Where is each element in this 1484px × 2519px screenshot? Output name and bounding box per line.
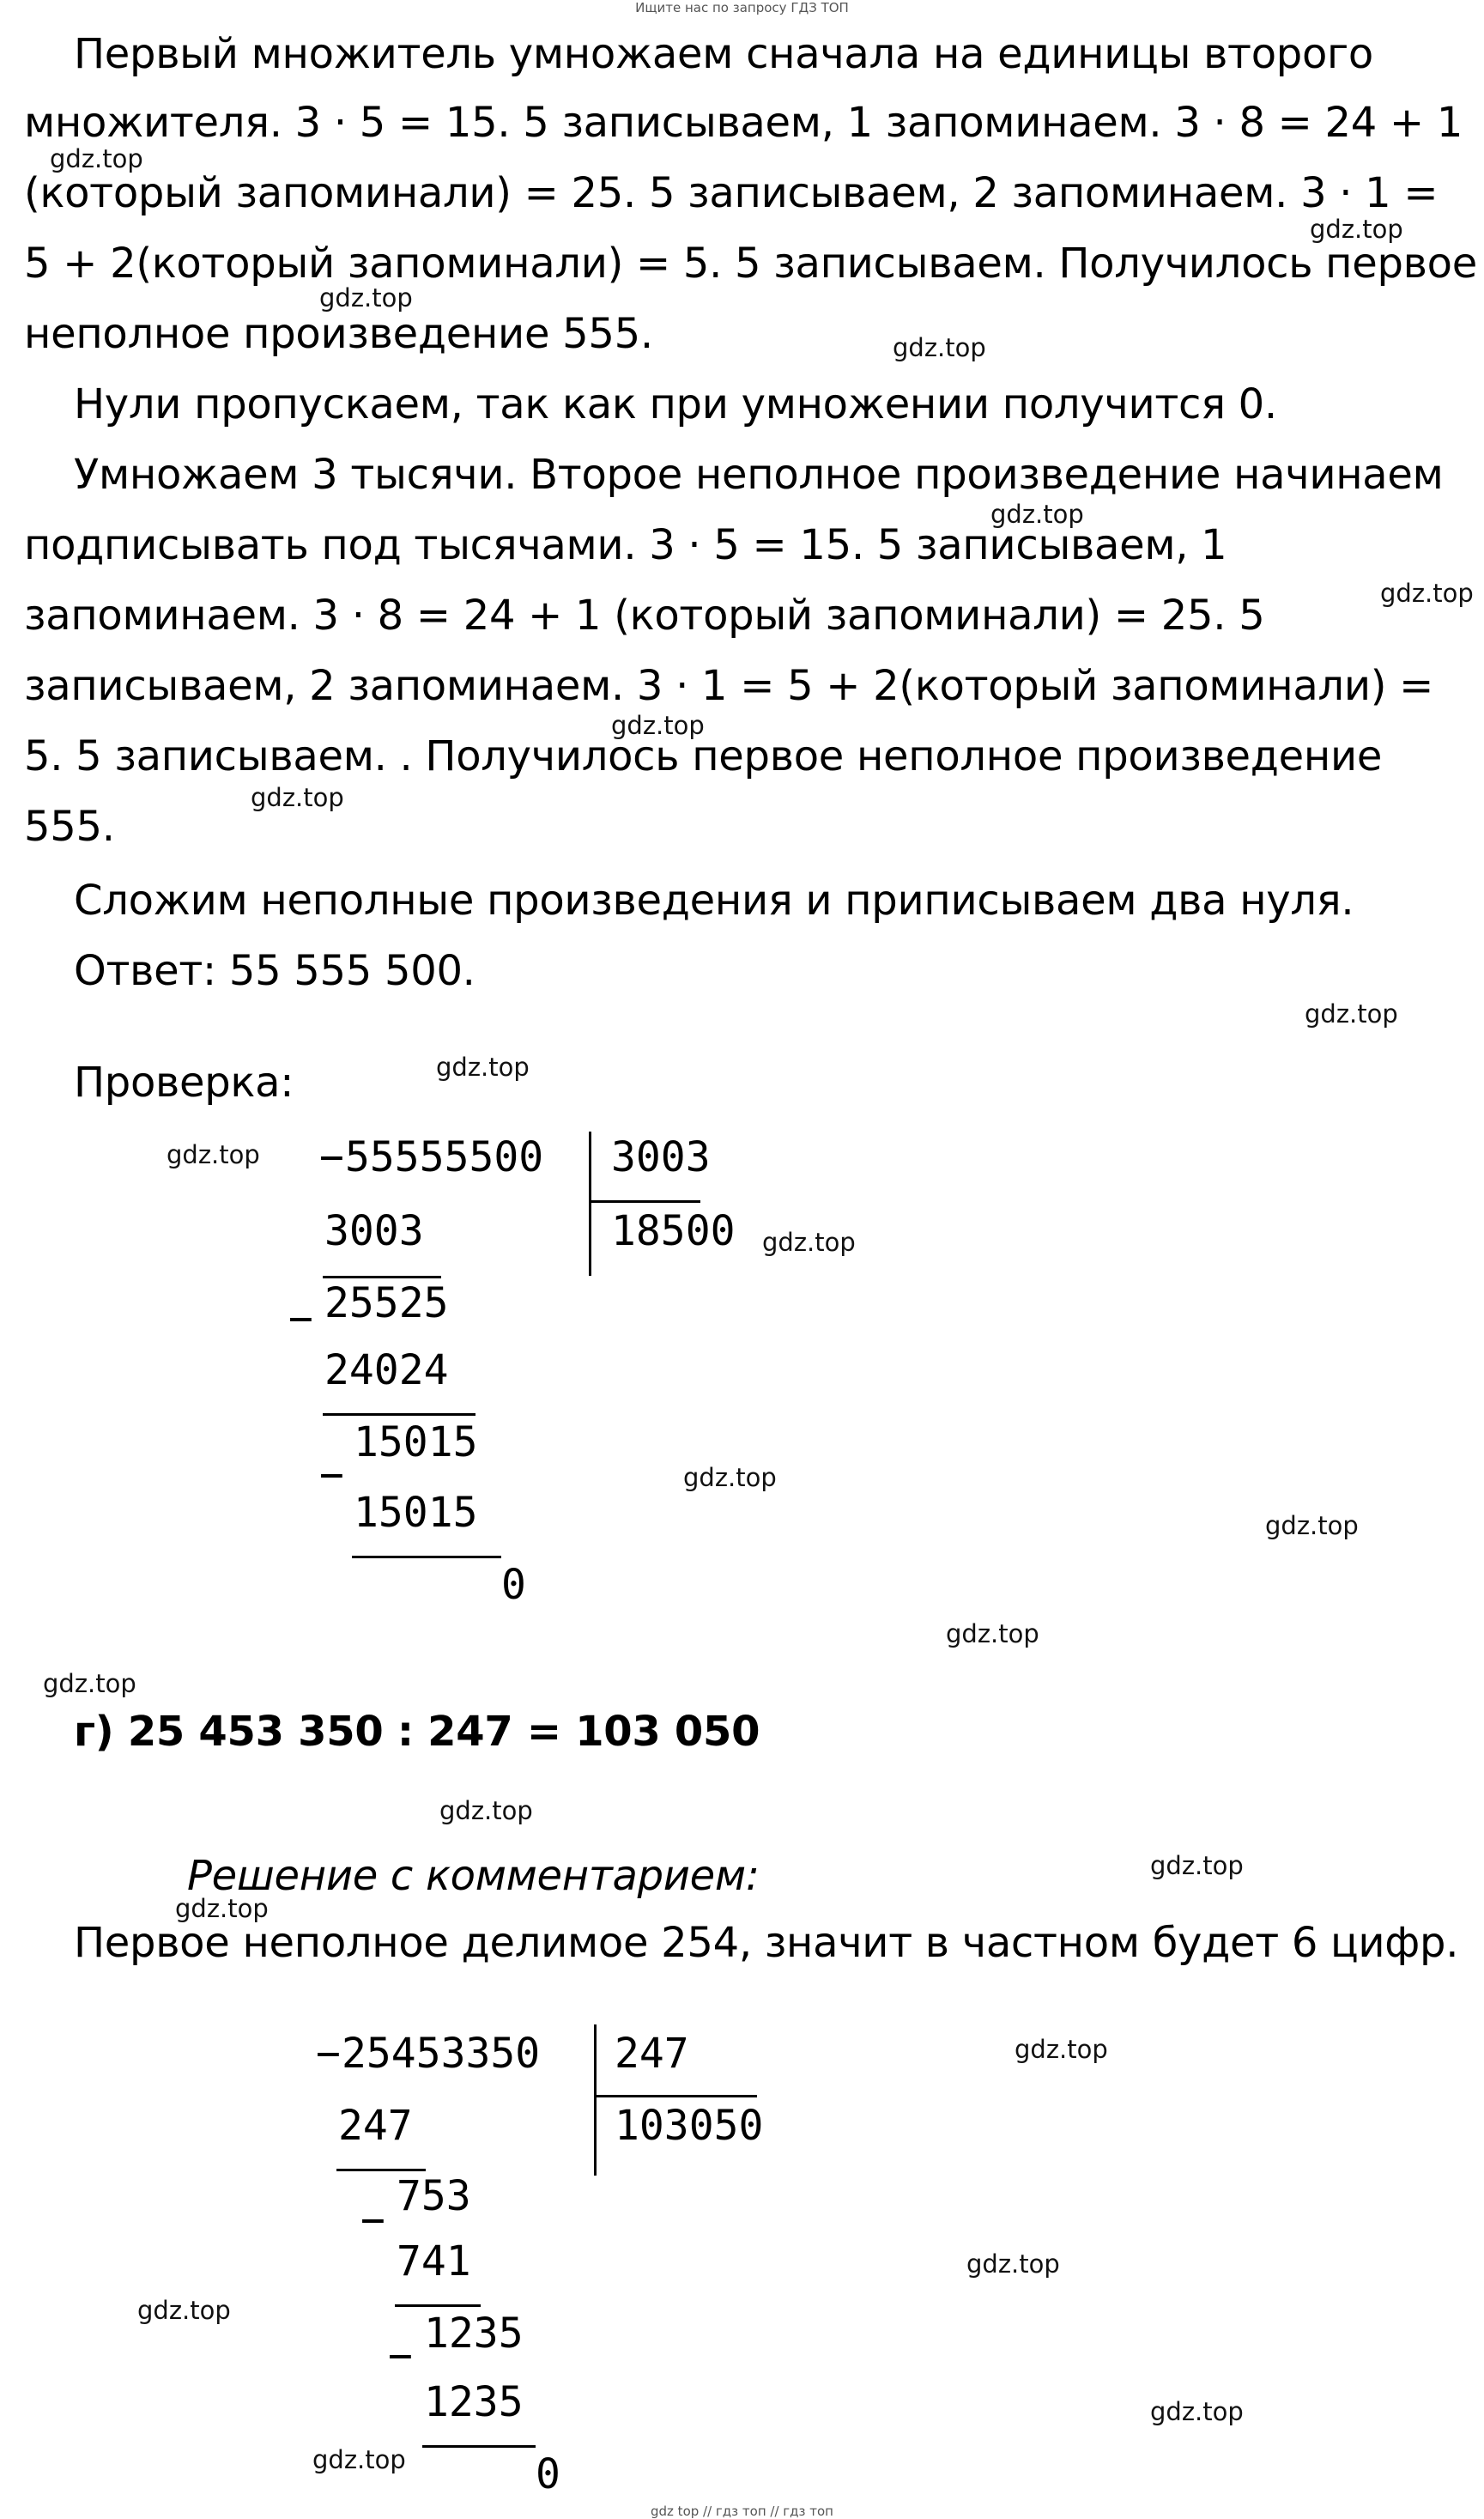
dividend: 25453350 (342, 2030, 541, 2078)
divider-vertical-line (594, 2024, 597, 2176)
text-line: запоминаем. 3 · 8 = 24 + 1 (который запоминали) = 25. 5 (24, 592, 1265, 640)
divider-vertical-line (589, 1132, 591, 1276)
text-line: 5. 5 записываем. . Получилось первое неполное произведение (24, 732, 1383, 780)
final-remainder: 0 (501, 1561, 526, 1609)
remainder: 1235 (424, 2310, 524, 2358)
minus-sign: − (319, 1451, 344, 1499)
divisor-underline (589, 1200, 700, 1203)
subtrahend: 15015 (354, 1489, 478, 1537)
text-line: подписывать под тысячами. 3 · 5 = 15. 5 записываем, 1 (24, 521, 1227, 569)
watermark: gdz.top (439, 1796, 533, 1825)
text-line: Первый множитель умножаем сначала на единицы второго (74, 30, 1374, 78)
watermark: gdz.top (1380, 579, 1474, 608)
watermark: gdz.top (1265, 1511, 1359, 1540)
watermark: gdz.top (966, 2249, 1060, 2279)
divisor: 3003 (611, 1133, 711, 1181)
watermark: gdz.top (312, 2445, 406, 2474)
watermark: gdz.top (1310, 215, 1403, 244)
watermark: gdz.top (43, 1669, 136, 1698)
page-footer: gdz top // гдз топ // гдз топ (651, 2504, 833, 2519)
subtrahend: 3003 (324, 1207, 424, 1255)
watermark: gdz.top (762, 1228, 856, 1257)
subtraction-line (323, 1276, 441, 1278)
divisor: 247 (615, 2030, 689, 2078)
subtraction-line (336, 2169, 426, 2171)
subtraction-line (422, 2445, 536, 2448)
text-line: Сложим неполные произведения и приписываем два нуля. (74, 877, 1354, 925)
text-line: Умножаем 3 тысячи. Второе неполное произведение начинаем (74, 451, 1444, 499)
watermark: gdz.top (319, 283, 413, 313)
watermark: gdz.top (251, 783, 344, 812)
watermark: gdz.top (175, 1894, 269, 1923)
remainder: 15015 (354, 1418, 478, 1466)
subtrahend: 1235 (424, 2378, 524, 2426)
page-header: Ищите нас по запросу ГДЗ ТОП (635, 0, 849, 15)
watermark: gdz.top (683, 1463, 777, 1492)
minus-sign: − (388, 2332, 413, 2380)
subtrahend: 24024 (324, 1346, 449, 1394)
watermark: gdz.top (137, 2296, 231, 2325)
task-heading: г) 25 453 350 : 247 = 103 050 (74, 1708, 760, 1756)
subtrahend: 247 (338, 2102, 413, 2150)
text-line: Первое неполное делимое 254, значит в частном будет 6 цифр. (74, 1919, 1459, 1967)
watermark: gdz.top (990, 500, 1084, 529)
subtraction-line (352, 1556, 501, 1558)
watermark: gdz.top (611, 711, 705, 740)
check-label: Проверка: (74, 1059, 294, 1107)
watermark: gdz.top (1150, 2397, 1244, 2426)
text-line: (который запоминали) = 25. 5 записываем, 2 запоминаем. 3 · 1 = (24, 169, 1439, 217)
watermark: gdz.top (946, 1619, 1039, 1648)
quotient: 18500 (611, 1207, 736, 1255)
answer-text: Ответ: 55 555 500. (74, 947, 475, 995)
divisor-underline (594, 2095, 757, 2097)
minus-sign: − (316, 2030, 341, 2078)
watermark: gdz.top (436, 1053, 530, 1082)
minus-sign: − (360, 2196, 385, 2244)
minus-sign: − (319, 1133, 344, 1181)
subtraction-line (395, 2304, 481, 2307)
solution-label: Решение с комментарием: (187, 1852, 760, 1900)
watermark: gdz.top (50, 144, 143, 173)
watermark: gdz.top (1015, 2035, 1108, 2064)
text-line: записываем, 2 запоминаем. 3 · 1 = 5 + 2(который запоминали) = (24, 662, 1434, 710)
text-line: 555. (24, 803, 115, 851)
text-line: 5 + 2(который запоминали) = 5. 5 записываем. Получилось первое (24, 240, 1477, 288)
watermark: gdz.top (1150, 1851, 1244, 1880)
watermark: gdz.top (1305, 999, 1398, 1029)
subtrahend: 741 (397, 2237, 471, 2285)
watermark: gdz.top (893, 333, 986, 362)
text-line: неполное произведение 555. (24, 310, 653, 358)
minus-sign: − (288, 1295, 313, 1343)
subtraction-line (323, 1413, 475, 1416)
watermark: gdz.top (167, 1140, 260, 1169)
text-line: Нули пропускаем, так как при умножении получится 0. (74, 380, 1277, 428)
remainder: 753 (397, 2172, 471, 2220)
quotient: 103050 (615, 2102, 764, 2150)
text-line: множителя. 3 · 5 = 15. 5 записываем, 1 запоминаем. 3 · 8 = 24 + 1 (24, 99, 1463, 147)
remainder: 25525 (324, 1279, 449, 1327)
final-remainder: 0 (536, 2450, 560, 2498)
dividend: 55555500 (345, 1133, 544, 1181)
